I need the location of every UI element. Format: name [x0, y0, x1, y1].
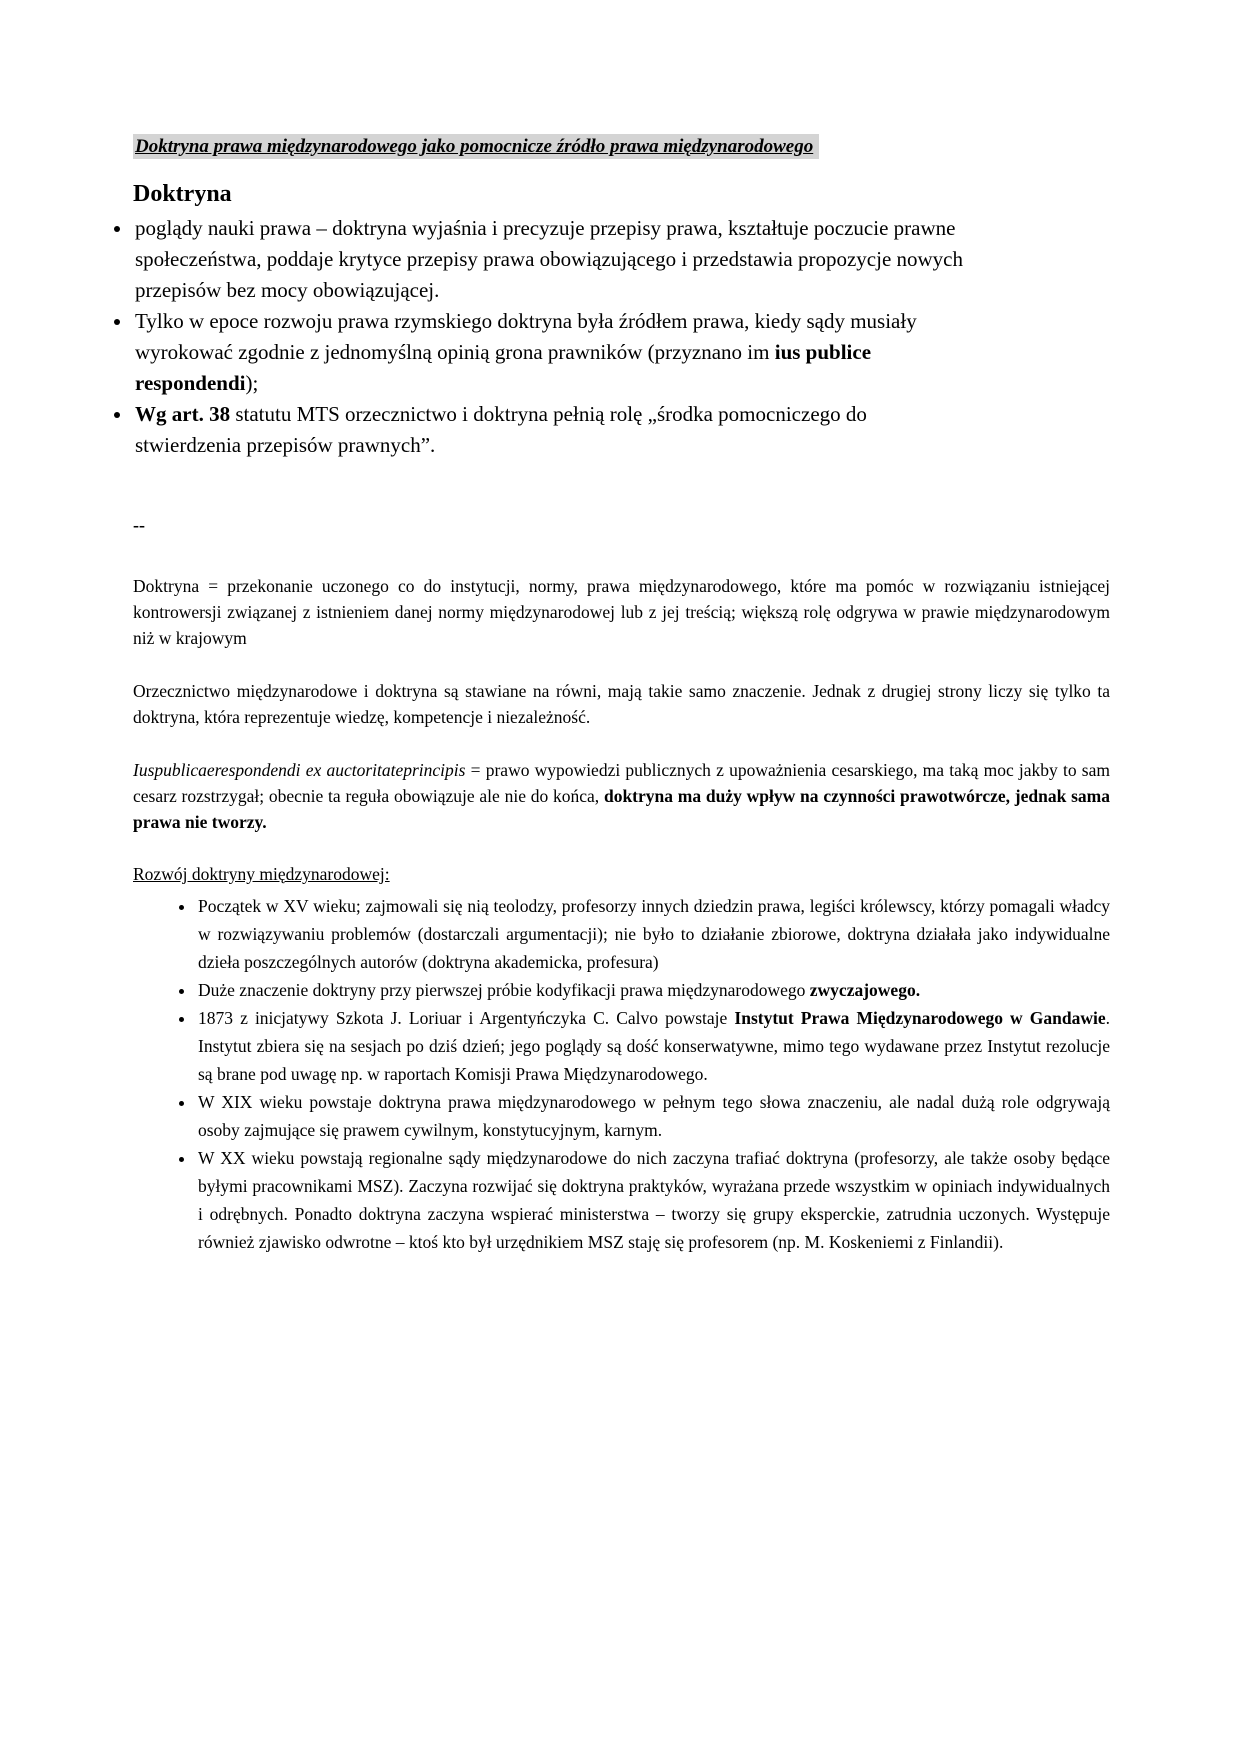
- rozwoj-bullet-item: [196, 1004, 1110, 1088]
- doktryna-bullet-item: [133, 213, 978, 306]
- text-run: Instytut Prawa Międzynarodowego w Gandawie: [734, 1008, 1106, 1028]
- document-title: Doktryna prawa międzynarodowego jako pomocnicze źródło prawa międzynarodowego: [133, 134, 819, 159]
- text-run: Orzecznictwo międzynarodowe i doktryna są stawiane na równi, mają takie samo znaczenie. Jednak z drugiej strony liczy się tylko ta doktryna, która reprezentuje wiedzę, kompetencje i niezależność.: [133, 681, 1110, 727]
- text-run: doktryna ma duży wpływ na czynności prawotwórcze, jednak sama prawa nie tworzy.: [133, 786, 1110, 832]
- separator-dashes: --: [133, 515, 145, 535]
- text-run: Tylko w epoce rozwoju prawa rzymskiego doktryna była źródłem prawa, kiedy sądy musiały wyrokować zgodnie z jednomyślną opinią grona prawników (przyznano im: [135, 309, 917, 364]
- document-content: [133, 134, 1110, 1256]
- text-run: Duże znaczenie doktryny przy pierwszej próbie kodyfikacji prawa międzynarodowego: [198, 980, 810, 1000]
- text-run: 1873 z inicjatywy Szkota J. Loriuar i Argentyńczyka C. Calvo powstaje: [198, 1008, 735, 1028]
- notes-paragraph: [133, 678, 1110, 730]
- text-run: zwyczajowego.: [809, 980, 921, 1000]
- notes-paragraphs: [133, 573, 1110, 835]
- notes-section: [133, 573, 1110, 1256]
- rozwoj-bullet-item: [196, 976, 1110, 1004]
- doktryna-bullet-item: [133, 399, 978, 461]
- text-run: statutu MTS orzecznictwo i doktryna pełnią rolę „środka pomocniczego do stwierdzenia przepisów prawnych”.: [135, 402, 867, 457]
- rozwoj-bullet-item: [196, 1088, 1110, 1144]
- text-run: W XIX wieku powstaje doktryna prawa międzynarodowego w pełnym tego słowa znaczeniu, ale nadal dużą role odgrywają osoby zajmujące się prawem cywilnym, konstytucyjnym, karnym.: [198, 1092, 1110, 1140]
- doktryna-bullet-list: [105, 213, 978, 461]
- notes-paragraph: [133, 757, 1110, 835]
- section-heading-doktryna: Doktryna: [133, 181, 232, 207]
- rozwoj-bullet-item: [196, 892, 1110, 976]
- text-run: Wg art. 38: [135, 402, 231, 426]
- text-run: poglądy nauki prawa – doktryna wyjaśnia i precyzuje przepisy prawa, kształtuje poczucie prawne społeczeństwa, poddaje krytyce przepisy prawa obowiązującego i przedstawia propozycje nowych przepisów bez mocy obowiązującej.: [135, 216, 964, 302]
- rozwoj-bullet-list: [133, 892, 1110, 1256]
- rozwoj-bullet-item: [196, 1144, 1110, 1256]
- text-run: ius publice respondendi: [135, 340, 872, 395]
- subheading-rozwoj-doktryny: Rozwój doktryny międzynarodowej:: [133, 864, 390, 884]
- text-run: Doktryna = przekonanie uczonego co do instytucji, normy, prawa międzynarodowego, które ma pomóc w rozwiązaniu istniejącej kontrowersji związanej z istnieniem danej normy międzynarodowej lub z jej treścią; większą rolę odgrywa w prawie międzynarodowym niż w krajowym: [133, 576, 1110, 648]
- text-run: W XX wieku powstają regionalne sądy międzynarodowe do nich zaczyna trafiać doktryna (profesorzy, ale także osoby będące byłymi pracownikami MSZ). Zaczyna rozwijać się doktryna praktyków, wyrażana przede wszystkim w opiniach indywidualnych i odrębnych. Ponadto doktryna zaczyna wspierać ministerstwa – tworzy się grupy eksperckie, zatrudnia uczonych. Występuje również zjawisko odwrotne – ktoś kto był urzędnikiem MSZ staję się profesorem (np. M. Koskeniemi z Finlandii).: [198, 1148, 1110, 1252]
- text-run: = prawo wypowiedzi publicznych z upoważnienia cesarskiego, ma taką moc jakby to sam cesarz rozstrzygał; obecnie ta reguła obowiązuje ale nie do końca,: [133, 760, 1110, 806]
- text-run: Początek w XV wieku; zajmowali się nią teolodzy, profesorzy innych dziedzin prawa, legiści królewscy, którzy pomagali władcy w rozwiązywaniu problemów (dostarczali argumentacji); nie było to działanie zbiorowe, doktryna działała jako indywidualne dzieła poszczególnych autorów (doktryna akademicka, profesura): [198, 896, 1110, 972]
- notes-paragraph: [133, 573, 1110, 651]
- text-run: Iuspublicaerespondendi ex auctoritateprincipis: [133, 760, 466, 780]
- text-run: . Instytut zbiera się na sesjach po dziś dzień; jego poglądy są dość konserwatywne, mimo tego wydawane przez Instytut rezolucje są brane pod uwagę np. w raportach Komisji Prawa Międzynarodowego.: [198, 1008, 1110, 1084]
- doktryna-bullet-item: [133, 306, 978, 399]
- text-run: );: [245, 371, 259, 395]
